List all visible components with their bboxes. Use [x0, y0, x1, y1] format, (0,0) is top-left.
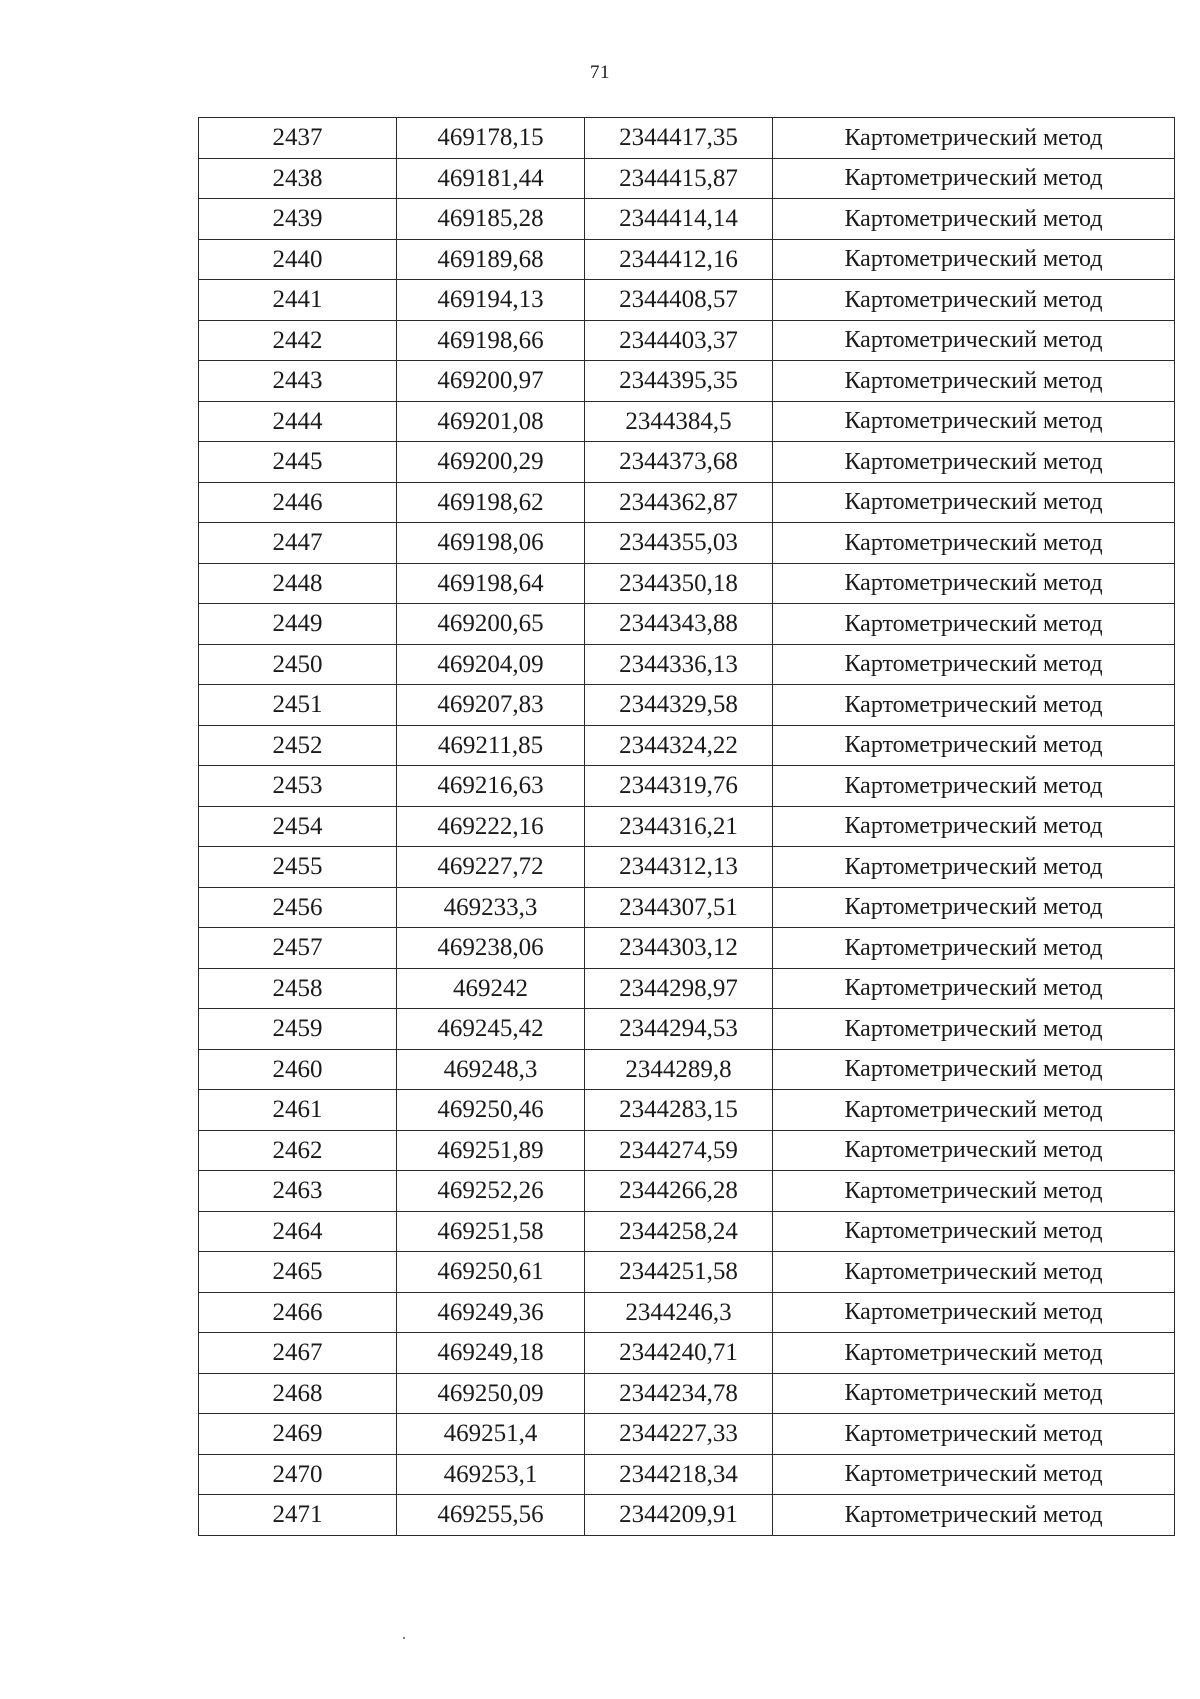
method-cell: Картометрический метод — [773, 1009, 1175, 1050]
x-coordinate-cell: 469198,06 — [397, 523, 585, 564]
point-number-cell: 2450 — [199, 644, 397, 685]
method-cell: Картометрический метод — [773, 725, 1175, 766]
x-coordinate-cell: 469249,18 — [397, 1333, 585, 1374]
method-cell: Картометрический метод — [773, 928, 1175, 969]
table-row — [199, 523, 1175, 564]
x-coordinate-cell: 469181,44 — [397, 158, 585, 199]
point-number-cell: 2445 — [199, 442, 397, 483]
y-coordinate-cell: 2344329,58 — [585, 685, 773, 726]
method-cell: Картометрический метод — [773, 199, 1175, 240]
y-coordinate-cell: 2344303,12 — [585, 928, 773, 969]
table-row — [199, 806, 1175, 847]
y-coordinate-cell: 2344319,76 — [585, 766, 773, 807]
x-coordinate-cell: 469222,16 — [397, 806, 585, 847]
y-coordinate-cell: 2344362,87 — [585, 482, 773, 523]
point-number-cell: 2456 — [199, 887, 397, 928]
method-cell: Картометрический метод — [773, 1333, 1175, 1374]
table-row — [199, 1252, 1175, 1293]
y-coordinate-cell: 2344234,78 — [585, 1373, 773, 1414]
method-cell: Картометрический метод — [773, 239, 1175, 280]
x-coordinate-cell: 469251,4 — [397, 1414, 585, 1455]
x-coordinate-cell: 469248,3 — [397, 1049, 585, 1090]
point-number-cell: 2449 — [199, 604, 397, 645]
method-cell: Картометрический метод — [773, 1090, 1175, 1131]
table-row — [199, 1454, 1175, 1495]
x-coordinate-cell: 469200,29 — [397, 442, 585, 483]
y-coordinate-cell: 2344412,16 — [585, 239, 773, 280]
method-cell: Картометрический метод — [773, 1211, 1175, 1252]
table-row — [199, 158, 1175, 199]
y-coordinate-cell: 2344408,57 — [585, 280, 773, 321]
point-number-cell: 2463 — [199, 1171, 397, 1212]
method-cell: Картометрический метод — [773, 847, 1175, 888]
point-number-cell: 2438 — [199, 158, 397, 199]
point-number-cell: 2461 — [199, 1090, 397, 1131]
method-cell: Картометрический метод — [773, 1049, 1175, 1090]
method-cell: Картометрический метод — [773, 1454, 1175, 1495]
x-coordinate-cell: 469250,09 — [397, 1373, 585, 1414]
point-number-cell: 2466 — [199, 1292, 397, 1333]
x-coordinate-cell: 469233,3 — [397, 887, 585, 928]
table-row — [199, 1292, 1175, 1333]
method-cell: Картометрический метод — [773, 1414, 1175, 1455]
method-cell: Картометрический метод — [773, 1252, 1175, 1293]
y-coordinate-cell: 2344373,68 — [585, 442, 773, 483]
table-row — [199, 1171, 1175, 1212]
x-coordinate-cell: 469211,85 — [397, 725, 585, 766]
method-cell: Картометрический метод — [773, 887, 1175, 928]
method-cell: Картометрический метод — [773, 1495, 1175, 1536]
x-coordinate-cell: 469238,06 — [397, 928, 585, 969]
x-coordinate-cell: 469178,15 — [397, 118, 585, 159]
table-row — [199, 644, 1175, 685]
point-number-cell: 2451 — [199, 685, 397, 726]
table-row — [199, 1049, 1175, 1090]
y-coordinate-cell: 2344289,8 — [585, 1049, 773, 1090]
y-coordinate-cell: 2344336,13 — [585, 644, 773, 685]
method-cell: Картометрический метод — [773, 280, 1175, 321]
x-coordinate-cell: 469227,72 — [397, 847, 585, 888]
point-number-cell: 2462 — [199, 1130, 397, 1171]
x-coordinate-cell: 469255,56 — [397, 1495, 585, 1536]
point-number-cell: 2469 — [199, 1414, 397, 1455]
point-number-cell: 2459 — [199, 1009, 397, 1050]
method-cell: Картометрический метод — [773, 1373, 1175, 1414]
x-coordinate-cell: 469253,1 — [397, 1454, 585, 1495]
y-coordinate-cell: 2344414,14 — [585, 199, 773, 240]
method-cell: Картометрический метод — [773, 968, 1175, 1009]
y-coordinate-cell: 2344283,15 — [585, 1090, 773, 1131]
method-cell: Картометрический метод — [773, 1292, 1175, 1333]
table-row — [199, 968, 1175, 1009]
table-row — [199, 280, 1175, 321]
table-row — [199, 766, 1175, 807]
point-number-cell: 2440 — [199, 239, 397, 280]
scan-speck — [403, 1637, 405, 1639]
point-number-cell: 2467 — [199, 1333, 397, 1374]
x-coordinate-cell: 469216,63 — [397, 766, 585, 807]
point-number-cell: 2447 — [199, 523, 397, 564]
x-coordinate-cell: 469251,58 — [397, 1211, 585, 1252]
y-coordinate-cell: 2344343,88 — [585, 604, 773, 645]
y-coordinate-cell: 2344209,91 — [585, 1495, 773, 1536]
x-coordinate-cell: 469198,64 — [397, 563, 585, 604]
method-cell: Картометрический метод — [773, 482, 1175, 523]
y-coordinate-cell: 2344307,51 — [585, 887, 773, 928]
table-row — [199, 887, 1175, 928]
x-coordinate-cell: 469198,62 — [397, 482, 585, 523]
table-row — [199, 1414, 1175, 1455]
method-cell: Картометрический метод — [773, 158, 1175, 199]
method-cell: Картометрический метод — [773, 1130, 1175, 1171]
point-number-cell: 2441 — [199, 280, 397, 321]
point-number-cell: 2465 — [199, 1252, 397, 1293]
point-number-cell: 2471 — [199, 1495, 397, 1536]
point-number-cell: 2458 — [199, 968, 397, 1009]
table-row — [199, 928, 1175, 969]
table-row — [199, 1495, 1175, 1536]
x-coordinate-cell: 469245,42 — [397, 1009, 585, 1050]
y-coordinate-cell: 2344240,71 — [585, 1333, 773, 1374]
coordinates-table — [198, 117, 1175, 1536]
table-row — [199, 361, 1175, 402]
method-cell: Картометрический метод — [773, 766, 1175, 807]
table-row — [199, 685, 1175, 726]
table-row — [199, 118, 1175, 159]
y-coordinate-cell: 2344384,5 — [585, 401, 773, 442]
point-number-cell: 2454 — [199, 806, 397, 847]
method-cell: Картометрический метод — [773, 401, 1175, 442]
x-coordinate-cell: 469200,97 — [397, 361, 585, 402]
y-coordinate-cell: 2344415,87 — [585, 158, 773, 199]
y-coordinate-cell: 2344246,3 — [585, 1292, 773, 1333]
method-cell: Картометрический метод — [773, 563, 1175, 604]
x-coordinate-cell: 469252,26 — [397, 1171, 585, 1212]
x-coordinate-cell: 469249,36 — [397, 1292, 585, 1333]
x-coordinate-cell: 469189,68 — [397, 239, 585, 280]
point-number-cell: 2468 — [199, 1373, 397, 1414]
x-coordinate-cell: 469194,13 — [397, 280, 585, 321]
y-coordinate-cell: 2344417,35 — [585, 118, 773, 159]
x-coordinate-cell: 469185,28 — [397, 199, 585, 240]
y-coordinate-cell: 2344251,58 — [585, 1252, 773, 1293]
table-row — [199, 320, 1175, 361]
point-number-cell: 2446 — [199, 482, 397, 523]
method-cell: Картометрический метод — [773, 1171, 1175, 1212]
table-row — [199, 604, 1175, 645]
y-coordinate-cell: 2344395,35 — [585, 361, 773, 402]
point-number-cell: 2444 — [199, 401, 397, 442]
y-coordinate-cell: 2344355,03 — [585, 523, 773, 564]
x-coordinate-cell: 469250,61 — [397, 1252, 585, 1293]
y-coordinate-cell: 2344294,53 — [585, 1009, 773, 1050]
method-cell: Картометрический метод — [773, 118, 1175, 159]
x-coordinate-cell: 469207,83 — [397, 685, 585, 726]
x-coordinate-cell: 469250,46 — [397, 1090, 585, 1131]
y-coordinate-cell: 2344298,97 — [585, 968, 773, 1009]
point-number-cell: 2464 — [199, 1211, 397, 1252]
y-coordinate-cell: 2344258,24 — [585, 1211, 773, 1252]
point-number-cell: 2470 — [199, 1454, 397, 1495]
table-row — [199, 199, 1175, 240]
point-number-cell: 2453 — [199, 766, 397, 807]
table-row — [199, 1333, 1175, 1374]
y-coordinate-cell: 2344324,22 — [585, 725, 773, 766]
y-coordinate-cell: 2344316,21 — [585, 806, 773, 847]
point-number-cell: 2460 — [199, 1049, 397, 1090]
x-coordinate-cell: 469201,08 — [397, 401, 585, 442]
y-coordinate-cell: 2344403,37 — [585, 320, 773, 361]
y-coordinate-cell: 2344227,33 — [585, 1414, 773, 1455]
y-coordinate-cell: 2344218,34 — [585, 1454, 773, 1495]
table-row — [199, 1009, 1175, 1050]
method-cell: Картометрический метод — [773, 685, 1175, 726]
table-row — [199, 442, 1175, 483]
table-row — [199, 1373, 1175, 1414]
point-number-cell: 2439 — [199, 199, 397, 240]
point-number-cell: 2442 — [199, 320, 397, 361]
table-row — [199, 482, 1175, 523]
table-row — [199, 725, 1175, 766]
method-cell: Картометрический метод — [773, 442, 1175, 483]
table-row — [199, 1090, 1175, 1131]
method-cell: Картометрический метод — [773, 604, 1175, 645]
method-cell: Картометрический метод — [773, 320, 1175, 361]
table-row — [199, 1130, 1175, 1171]
table-row — [199, 401, 1175, 442]
table-row — [199, 1211, 1175, 1252]
x-coordinate-cell: 469200,65 — [397, 604, 585, 645]
y-coordinate-cell: 2344274,59 — [585, 1130, 773, 1171]
x-coordinate-cell: 469251,89 — [397, 1130, 585, 1171]
point-number-cell: 2457 — [199, 928, 397, 969]
y-coordinate-cell: 2344312,13 — [585, 847, 773, 888]
x-coordinate-cell: 469204,09 — [397, 644, 585, 685]
table-row — [199, 239, 1175, 280]
method-cell: Картометрический метод — [773, 361, 1175, 402]
point-number-cell: 2443 — [199, 361, 397, 402]
method-cell: Картометрический метод — [773, 644, 1175, 685]
x-coordinate-cell: 469198,66 — [397, 320, 585, 361]
point-number-cell: 2448 — [199, 563, 397, 604]
coordinates-table-body — [199, 118, 1175, 1536]
method-cell: Картометрический метод — [773, 523, 1175, 564]
table-row — [199, 847, 1175, 888]
point-number-cell: 2455 — [199, 847, 397, 888]
y-coordinate-cell: 2344266,28 — [585, 1171, 773, 1212]
x-coordinate-cell: 469242 — [397, 968, 585, 1009]
point-number-cell: 2437 — [199, 118, 397, 159]
page-number: 71 — [590, 62, 610, 83]
method-cell: Картометрический метод — [773, 806, 1175, 847]
y-coordinate-cell: 2344350,18 — [585, 563, 773, 604]
table-row — [199, 563, 1175, 604]
point-number-cell: 2452 — [199, 725, 397, 766]
